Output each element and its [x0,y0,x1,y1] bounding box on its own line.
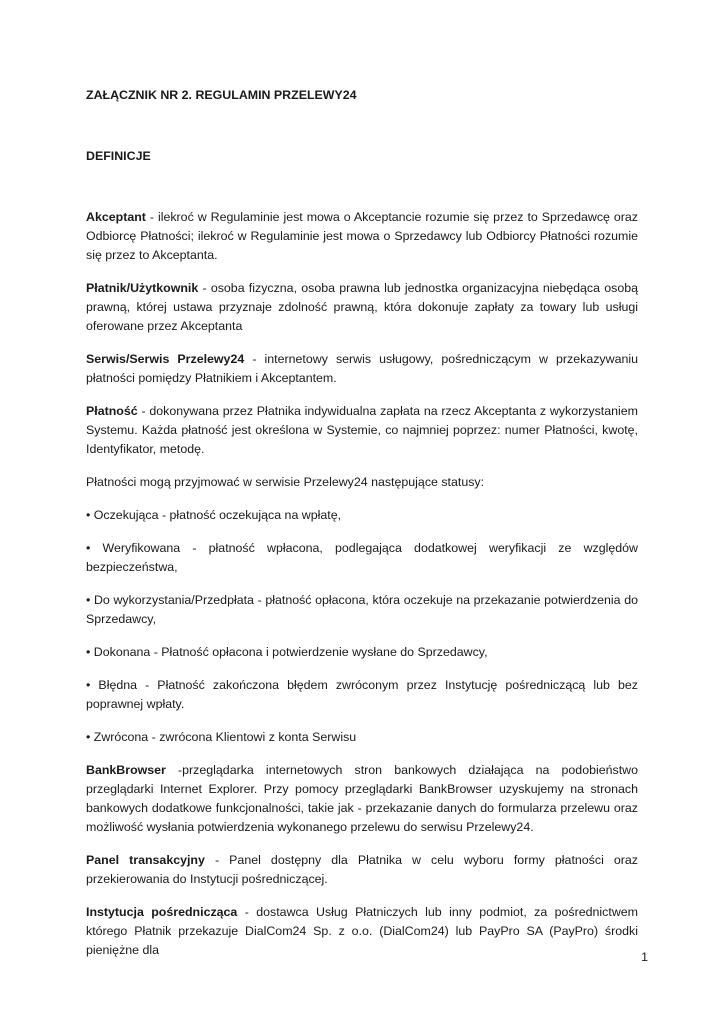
definition-term: BankBrowser [86,763,166,777]
definition-text: - osoba fizyczna, osoba prawna lub jednostka organizacyjna niebędąca osobą prawną, której ustawa przyznaje zdolność prawną, która dokonuje zapłaty za towary lub usługi oferowane przez Akceptanta [86,281,638,333]
definition-text: - dostawca Usług Płatniczych lub inny podmiot, za pośrednictwem którego Płatnik przekazuje DialCom24 Sp. z o.o. (DialCom24) lub PayPro SA (PayPro) środki pieniężne dla [86,905,638,957]
definition-serwis [86,350,638,388]
definition-term: Akceptant [86,210,146,224]
status-item: • Oczekująca - płatność oczekująca na wpłatę, [86,508,342,522]
page-number: 1 [641,950,648,964]
definition-text: - internetowy serwis usługowy, pośredniczącym w przekazywaniu płatności pomiędzy Płatnikiem i Akceptantem. [86,352,638,385]
status-item: • Do wykorzystania/Przedpłata - płatność opłacona, która oczekuje na przekazanie potwierdzenia do Sprzedawcy, [86,593,638,626]
definition-panel [86,851,638,889]
definition-text: - dokonywana przez Płatnika indywidualna zapłata na rzecz Akceptanta z wykorzystaniem Systemu. Każda płatność jest określona w Systemie, co najmniej poprzez: numer Płatności, kwotę, Identyfikator, metodę. [86,404,638,456]
definition-text: -przeglądarka internetowych stron bankowych działająca na podobieństwo przeglądarki Internet Explorer. Przy pomocy przeglądarki BankBrowser uzyskujemy na stronach bankowych dodatkowe funkcjonalności, takie jak - przekazanie danych do formularza przelewu oraz możliwość wysłania potwierdzenia wykonanego przelewu do serwisu Przelewy24. [86,763,638,834]
status-item: • Zwrócona - zwrócona Klientowi z konta Serwisu [86,730,357,744]
status-item: • Błędna - Płatność zakończona błędem zwróconym przez Instytucję pośredniczącą lub bez poprawnej wpłaty. [86,678,638,711]
definition-term: Instytucja pośrednicząca [86,905,238,919]
section-heading: DEFINICJE [86,149,151,163]
document-title: ZAŁĄCZNIK NR 2. REGULAMIN PRZELEWY24 [86,88,357,102]
definition-bankbrowser [86,761,638,837]
definition-akceptant [86,208,638,265]
definition-term: Płatność [86,404,138,418]
definition-platnosc [86,402,638,459]
definition-term: Panel transakcyjny [86,853,205,867]
definition-instytucja [86,903,638,960]
status-item: • Weryfikowana - płatność wpłacona, podlegająca dodatkowej weryfikacji ze względów bezpieczeństwa, [86,541,638,574]
document-body [86,86,638,974]
definition-term: Płatnik/Użytkownik [86,281,199,295]
definition-text: - ilekroć w Regulaminie jest mowa o Akceptancie rozumie się przez to Sprzedawcę oraz Odbiorcę Płatności; ilekroć w Regulaminie jest mowa o Sprzedawcy lub Odbiorcy Płatności rozumie się przez to Akceptanta. [86,210,638,262]
definition-text: - Panel dostępny dla Płatnika w celu wyboru formy płatności oraz przekierowania do Instytucji pośredniczącej. [86,853,638,886]
definition-platnik [86,279,638,336]
status-item: • Dokonana - Płatność opłacona i potwierdzenie wysłane do Sprzedawcy, [86,645,488,659]
definition-term: Serwis/Serwis Przelewy24 [86,352,245,366]
statuses-intro: Płatności mogą przyjmować w serwisie Przelewy24 następujące statusy: [86,475,485,489]
